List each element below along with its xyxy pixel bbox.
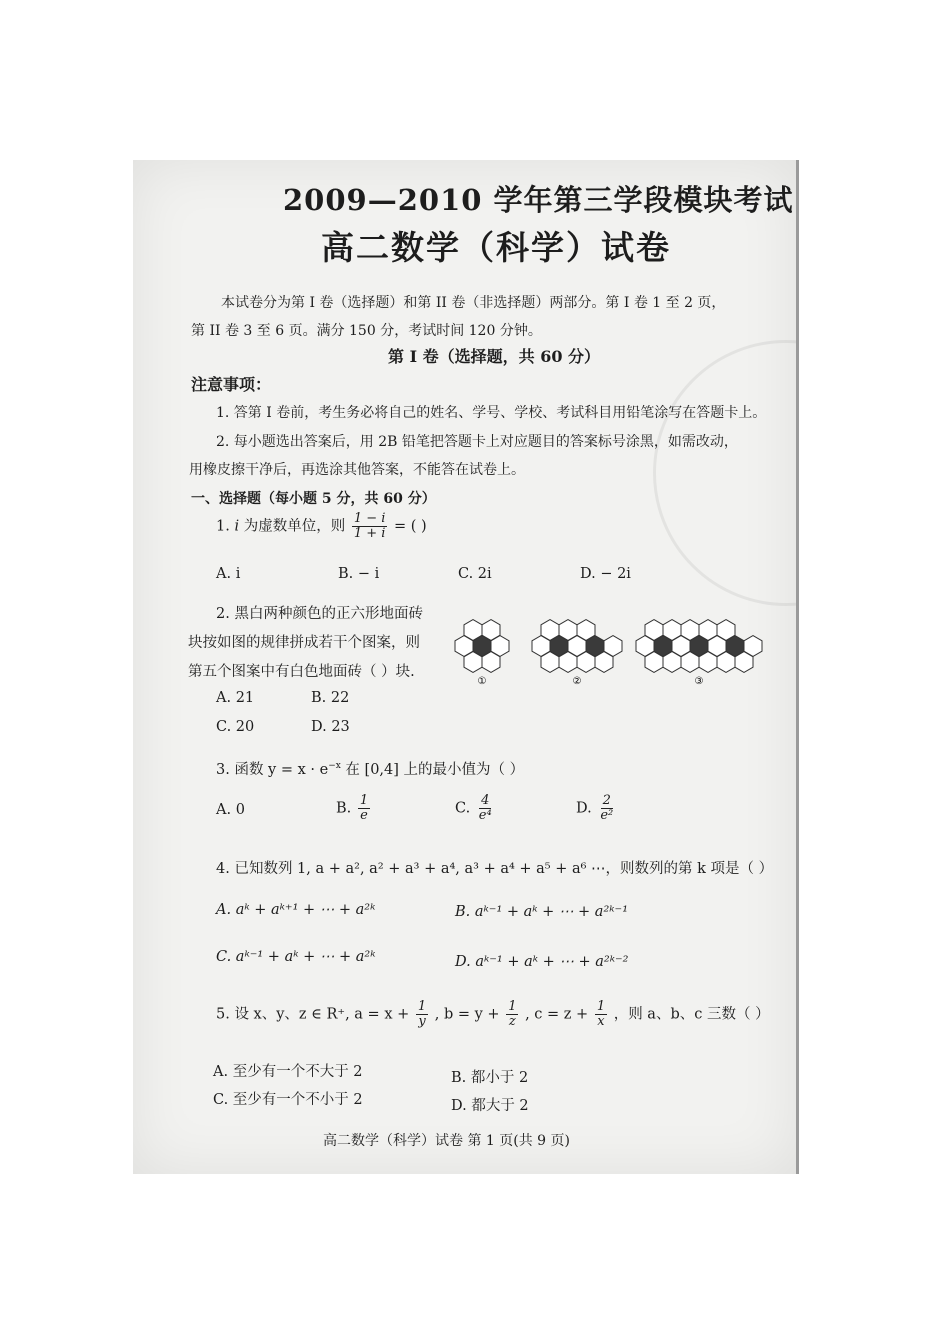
- q1-option-a: A. i: [216, 566, 241, 582]
- q2-option-c: C. 20: [216, 719, 255, 735]
- tile-pattern-2: [532, 620, 622, 673]
- notice-item-2: 2. 每小题选出答案后，用 2B 铅笔把答题卡上对应题目的答案标号涂黑，如需改动，: [216, 434, 738, 450]
- q5-option-c: C. 至少有一个不小于 2: [213, 1092, 363, 1108]
- intro-line-2: 第 II 卷 3 至 6 页。满分 150 分，考试时间 120 分钟。: [191, 323, 542, 339]
- q2-line-2: 块按如图的规律拼成若干个图案，则: [188, 635, 420, 651]
- question-5: 5. 设 x、y、z ∈ R⁺, a = x + $\frac{1}{y}$ , b = y + $\frac{1}{z}$ , c = z + $\frac{1}{x}$ ，则 a、b、c 三数（ ）: [216, 999, 770, 1029]
- q3-option-a: A. 0: [216, 802, 245, 818]
- figure-caption-3: ③: [694, 676, 704, 687]
- tile-pattern-3: [636, 620, 762, 673]
- q4-option-d: D. aᵏ⁻¹ + aᵏ + ⋯ + a²ᵏ⁻²: [455, 954, 629, 970]
- q2-line-1: 2. 黑白两种颜色的正六形地面砖: [216, 606, 423, 622]
- notice-item-2-cont: 用橡皮擦干净后，再选涂其他答案，不能答在试卷上。: [189, 462, 525, 478]
- part-1-title: 第 I 卷（选择题，共 60 分）: [388, 347, 601, 366]
- q1-option-d: D. − 2i: [580, 566, 631, 582]
- q4-option-b: B. aᵏ⁻¹ + aᵏ + ⋯ + a²ᵏ⁻¹: [455, 904, 629, 920]
- tile-pattern-1: [455, 620, 509, 673]
- q2-option-d: D. 23: [311, 719, 350, 735]
- q5-option-d: D. 都大于 2: [451, 1098, 529, 1114]
- question-3: 3. 函数 $y = x \cdot e^{-x}$ 在 [0,4] 上的最小值为（ ）: [216, 761, 525, 778]
- q3-option-d: D. $\frac{2}{\text{e²}}$: [576, 793, 614, 823]
- q4-option-a: A. aᵏ + aᵏ⁺¹ + ⋯ + a²ᵏ: [216, 902, 376, 918]
- question-4: 4. 已知数列 1, a + a², a² + a³ + a⁴, a³ + a⁴ + a⁵ + a⁶ ⋯，则数列的第 k 项是（ ）: [216, 861, 774, 877]
- q3-option-c: C. $\frac{4}{\text{e⁴}}$: [455, 793, 492, 823]
- q1-option-b: B. − i: [338, 566, 380, 582]
- q3-option-b: B. $\frac{1}{e}$: [336, 793, 369, 823]
- q1-fraction: $\frac{1 - i}{1 + i}$: [353, 511, 386, 541]
- watermark-stamp: [653, 340, 799, 606]
- section-1-heading: 一、选择题（每小题 5 分，共 60 分）: [191, 491, 436, 507]
- exam-page: [133, 160, 799, 1174]
- hexagon-tile-figure: [451, 600, 791, 690]
- exam-subtitle: 高二数学（科学）试卷: [321, 228, 671, 267]
- exam-title: 2009—2010 学年第三学段模块考试: [283, 183, 794, 217]
- q5-option-a: A. 至少有一个不大于 2: [213, 1064, 363, 1080]
- q2-option-a: A. 21: [216, 690, 255, 706]
- question-1: 1. i 为虚数单位，则 $\frac{1 - i}{1 + i}$ = ( ): [216, 511, 427, 541]
- q5-option-b: B. 都小于 2: [451, 1070, 529, 1086]
- q2-option-b: B. 22: [311, 690, 350, 706]
- figure-caption-1: ①: [477, 676, 487, 687]
- page-footer: 高二数学（科学）试卷 第 1 页(共 9 页): [323, 1133, 570, 1149]
- notice-item-1: 1. 答第 I 卷前，考生务必将自己的姓名、学号、学校、考试科目用铅笔涂写在答题卡上。: [216, 405, 767, 421]
- notice-title: 注意事项：: [191, 375, 272, 394]
- intro-line-1: 本试卷分为第 I 卷（选择题）和第 II 卷（非选择题）两部分。第 I 卷 1 至 2 页，: [221, 295, 726, 311]
- figure-caption-2: ②: [572, 676, 582, 687]
- q1-option-c: C. 2i: [458, 566, 492, 582]
- q4-option-c: C. aᵏ⁻¹ + aᵏ + ⋯ + a²ᵏ: [216, 949, 376, 965]
- q2-line-3: 第五个图案中有白色地面砖（ ）块.: [188, 664, 415, 680]
